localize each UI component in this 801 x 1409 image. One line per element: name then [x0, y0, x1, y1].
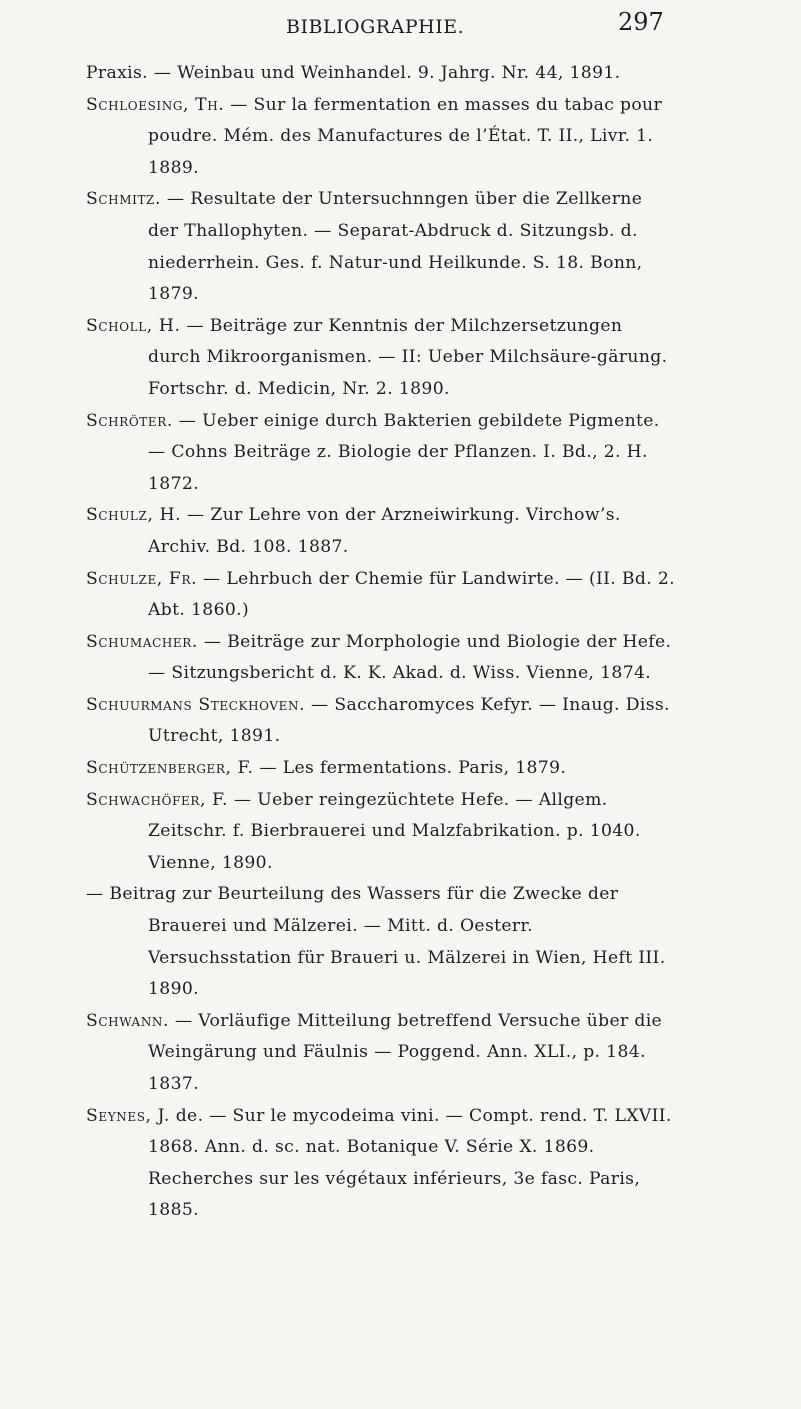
- entry-text: — Ueber reingezüchtete Hefe. — Allgem. Zeitschr. f. Bierbrauerei und Malzfabrikation. p. 1040. Vienne, 1890.: [148, 789, 641, 873]
- bibliography-entry: [0, 58, 675, 90]
- bibliography-entry: [0, 406, 675, 501]
- entry-text: — Ueber einige durch Bakterien gebildete Pigmente. — Cohns Beiträge z. Biologie der Pflanzen. I. Bd., 2. H. 1872.: [148, 410, 660, 494]
- bibliography-list: [0, 58, 801, 1227]
- entry-author: Schloesing, Th.: [86, 94, 225, 115]
- bibliography-entry: [0, 90, 675, 185]
- entry-author: Seynes, J.: [86, 1105, 170, 1126]
- entry-author: Schulze, Fr.: [86, 568, 198, 589]
- bibliography-entry: [0, 311, 675, 406]
- bibliography-entry: [0, 627, 675, 690]
- entry-text: — Resultate der Untersuchnngen über die Zellkerne der Thallophyten. — Separat-Abdruck d. Sitzungsb. d. niederrhein. Ges. f. Natur-und Heilkunde. S. 18. Bonn, 1879.: [148, 189, 643, 305]
- entry-text: — Vorläufige Mitteilung betreffend Versuche über die Weingärung und Fäulnis — Poggend. Ann. XLI., p. 184. 1837.: [148, 1010, 663, 1094]
- entry-text: — Les fermentations. Paris, 1879.: [253, 758, 567, 779]
- bibliography-entry: [0, 500, 675, 563]
- entry-text: — Beiträge zur Morphologie und Biologie der Hefe. — Sitzungsbericht d. K. K. Akad. d. Wiss. Vienne, 1874.: [148, 631, 672, 684]
- entry-text: — Beiträge zur Kenntnis der Milchzersetzungen durch Mikroorganismen. — II: Ueber Milchsäure-gärung. Fortschr. d. Medicin, Nr. 2. 1890.: [148, 315, 668, 399]
- page-header: [0, 0, 801, 60]
- running-head: BIBLIOGRAPHIE.: [286, 16, 465, 38]
- entry-text: — Saccharomyces Kefyr. — Inaug. Diss. Utrecht, 1891.: [148, 694, 670, 747]
- entry-author: Schumacher.: [86, 631, 198, 652]
- bibliography-entry: [0, 753, 675, 785]
- entry-author: Schröter.: [86, 410, 173, 431]
- bibliography-entry: [0, 1006, 675, 1101]
- entry-text: — Zur Lehre von der Arzneiwirkung. Virchow’s. Archiv. Bd. 108. 1887.: [148, 505, 621, 557]
- bibliography-entry: [0, 564, 675, 627]
- entry-text: de. — Sur le mycodeima vini. — Compt. rend. T. LXVII. 1868. Ann. d. sc. nat. Botanique V. Série X. 1869. Recherches sur les végétaux inférieurs, 3e fasc. Paris, 1885.: [148, 1105, 672, 1221]
- bibliography-entry: [0, 690, 675, 753]
- entry-author: Schwann.: [86, 1010, 170, 1031]
- entry-author: Schmitz.: [86, 189, 162, 210]
- entry-author: Scholl, H.: [86, 315, 181, 336]
- entry-text: Praxis. — Weinbau und Weinhandel. 9. Jahrg. Nr. 44, 1891.: [86, 63, 621, 83]
- page-number: 297: [618, 8, 664, 36]
- entry-author: Schützenberger, F.: [86, 758, 254, 779]
- entry-author: Schulz, H.: [86, 505, 182, 526]
- entry-author: Schuurmans Steckhoven.: [86, 694, 306, 715]
- entry-text: — Lehrbuch der Chemie für Landwirte. — (II. Bd. 2. Abt. 1860.): [148, 568, 675, 621]
- bibliography-entry: [0, 785, 675, 880]
- entry-text: — Sur la fermentation en masses du tabac pour poudre. Mém. des Manufactures de l’État. T. II., Livr. 1. 1889.: [148, 94, 663, 178]
- bibliography-entry: [0, 184, 675, 310]
- entry-author: Schwachöfer, F.: [86, 789, 229, 810]
- bibliography-entry: [0, 1101, 675, 1227]
- entry-text: — Beitrag zur Beurteilung des Wassers für die Zwecke der Brauerei und Mälzerei. — Mitt. d. Oesterr. Versuchsstation für Braueri u. Mälzerei in Wien, Heft III. 1890.: [86, 884, 666, 1000]
- bibliography-entry: [0, 879, 675, 1005]
